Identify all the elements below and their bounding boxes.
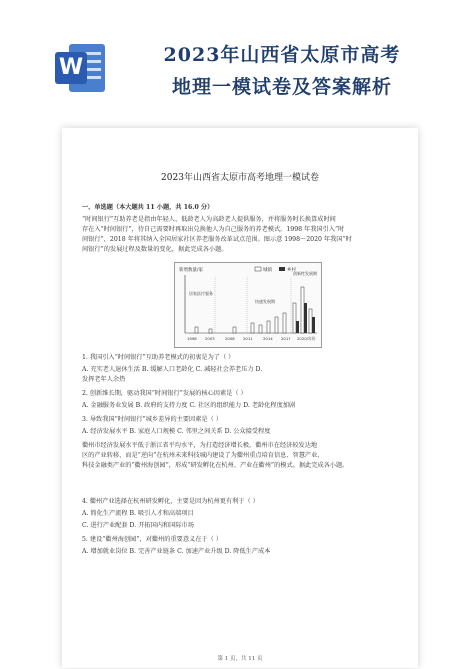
xtick-2008: 2008 (225, 336, 235, 341)
question-3: 3. 导致我国“时间银行”城乡差异的主要因素是（ ） (82, 416, 222, 423)
annotation-home-care: 居家医疗服务 (189, 291, 213, 296)
page-footer: 第 1 页，共 11 页 (217, 656, 263, 662)
xtick-2020: 2020/年份 (297, 336, 316, 341)
question-3-options: A. 经济发展水平 B. 家庭人口规模 C. 邻里之间关系 D. 公众接受程度 (82, 428, 271, 435)
intro-line-4: 间银行”的发展过程及数量的变化，据此完成各小题。 (82, 246, 228, 253)
banner-title-line2: 地理一模试卷及答案解析 (171, 76, 392, 98)
time-bank-chart (174, 262, 322, 348)
question-4-options-ab: A. 简化生产流程 B. 吸引人才和高端项目 (82, 510, 194, 517)
para2-line-3: 科技金融类产业的“衢州海创园”，形成“研发孵化在杭州、产业在衢州”的模式。据此完成各小题。 (82, 462, 349, 469)
legend-rural: 乡村 (287, 268, 296, 273)
question-5-options: A. 增加就业岗位 B. 完善产业链条 C. 加速产业升级 D. 降低生产成本 (82, 548, 271, 555)
document-title: 2023年山西省太原市高考地理一模试卷 (161, 173, 319, 183)
legend-swatch-rural (279, 267, 285, 271)
question-1-options: A. 充实老人退休生活 B. 缓解人口老龄化 C. 减轻社会养老压力 D. (82, 366, 263, 373)
intro-line-3: 间银行”，2018 年将其纳入全国居家社区养老服务改革试点范围。图示意 1998～2020 年我国“时 (82, 236, 352, 243)
banner (0, 0, 474, 120)
para2-line-2: 区的产业转移、而是“逆向”在杭州未来科技城内建设了为衢州重点培育信息、智慧产业、 (82, 452, 324, 459)
legend-swatch-urban (255, 267, 261, 271)
document-page (62, 128, 418, 668)
banner-title-line1: 2023年山西省太原市高考 (163, 44, 401, 66)
xtick-2003: 2003 (205, 336, 215, 341)
question-1: 1. 我国引入“时间银行”互助养老模式的初衷是为了（ ） (82, 354, 235, 361)
question-1-option-d: 发挥老年人余热 (82, 376, 126, 383)
xtick-1998: 1998 (187, 336, 197, 341)
question-4-options-cd: C. 进行产业配套 D. 开拓国内和国际市场 (82, 522, 194, 529)
bars-rural (296, 303, 315, 333)
xtick-2014: 2014 (263, 336, 273, 341)
xtick-2011: 2011 (243, 336, 253, 341)
para2-line-1: 衢州市经济发展水平低于浙江省平均水平，为打造经济增长极，衢州市在经济较发达地 (82, 442, 318, 449)
word-document-icon: W (55, 42, 107, 94)
annotation-fast: 快速发展期 (255, 299, 275, 304)
section-heading: 一、单选题（本大题共 11 小题，共 16.0 分） (82, 204, 214, 211)
xtick-2017: 2017 (281, 336, 291, 341)
question-2-options: A. 金融服务业发展 B. 政府的支持力度 C. 社区的组织能力 D. 老龄化程度加剧 (82, 402, 296, 409)
legend-urban: 城镇 (263, 268, 272, 273)
chart-ylabel: 新增数量/家 (179, 268, 204, 273)
question-2: 2. 创新维长期，驱动我国“时间银行”发展的核心因素是（ ） (82, 390, 247, 397)
question-5: 5. 建设“衢州海创园”，对衢州的重要意义在于（ ） (82, 536, 222, 543)
annotation-innovation: 创新性发展期 (293, 271, 317, 276)
question-4: 4. 衢州产业选择在杭州研发孵化，主要是因为杭州更有利于（ ） (82, 498, 259, 505)
intro-line-2: 存在入“时间银行”，待自己需要时再取出兑换他人为自己服务的养老模式。1998 年我国引入“时 (82, 226, 345, 233)
intro-line-1: “时间银行”互助养老是指由年轻人、低龄老人为高龄老人提供服务，并将服务时长换算成时间 (82, 216, 336, 223)
